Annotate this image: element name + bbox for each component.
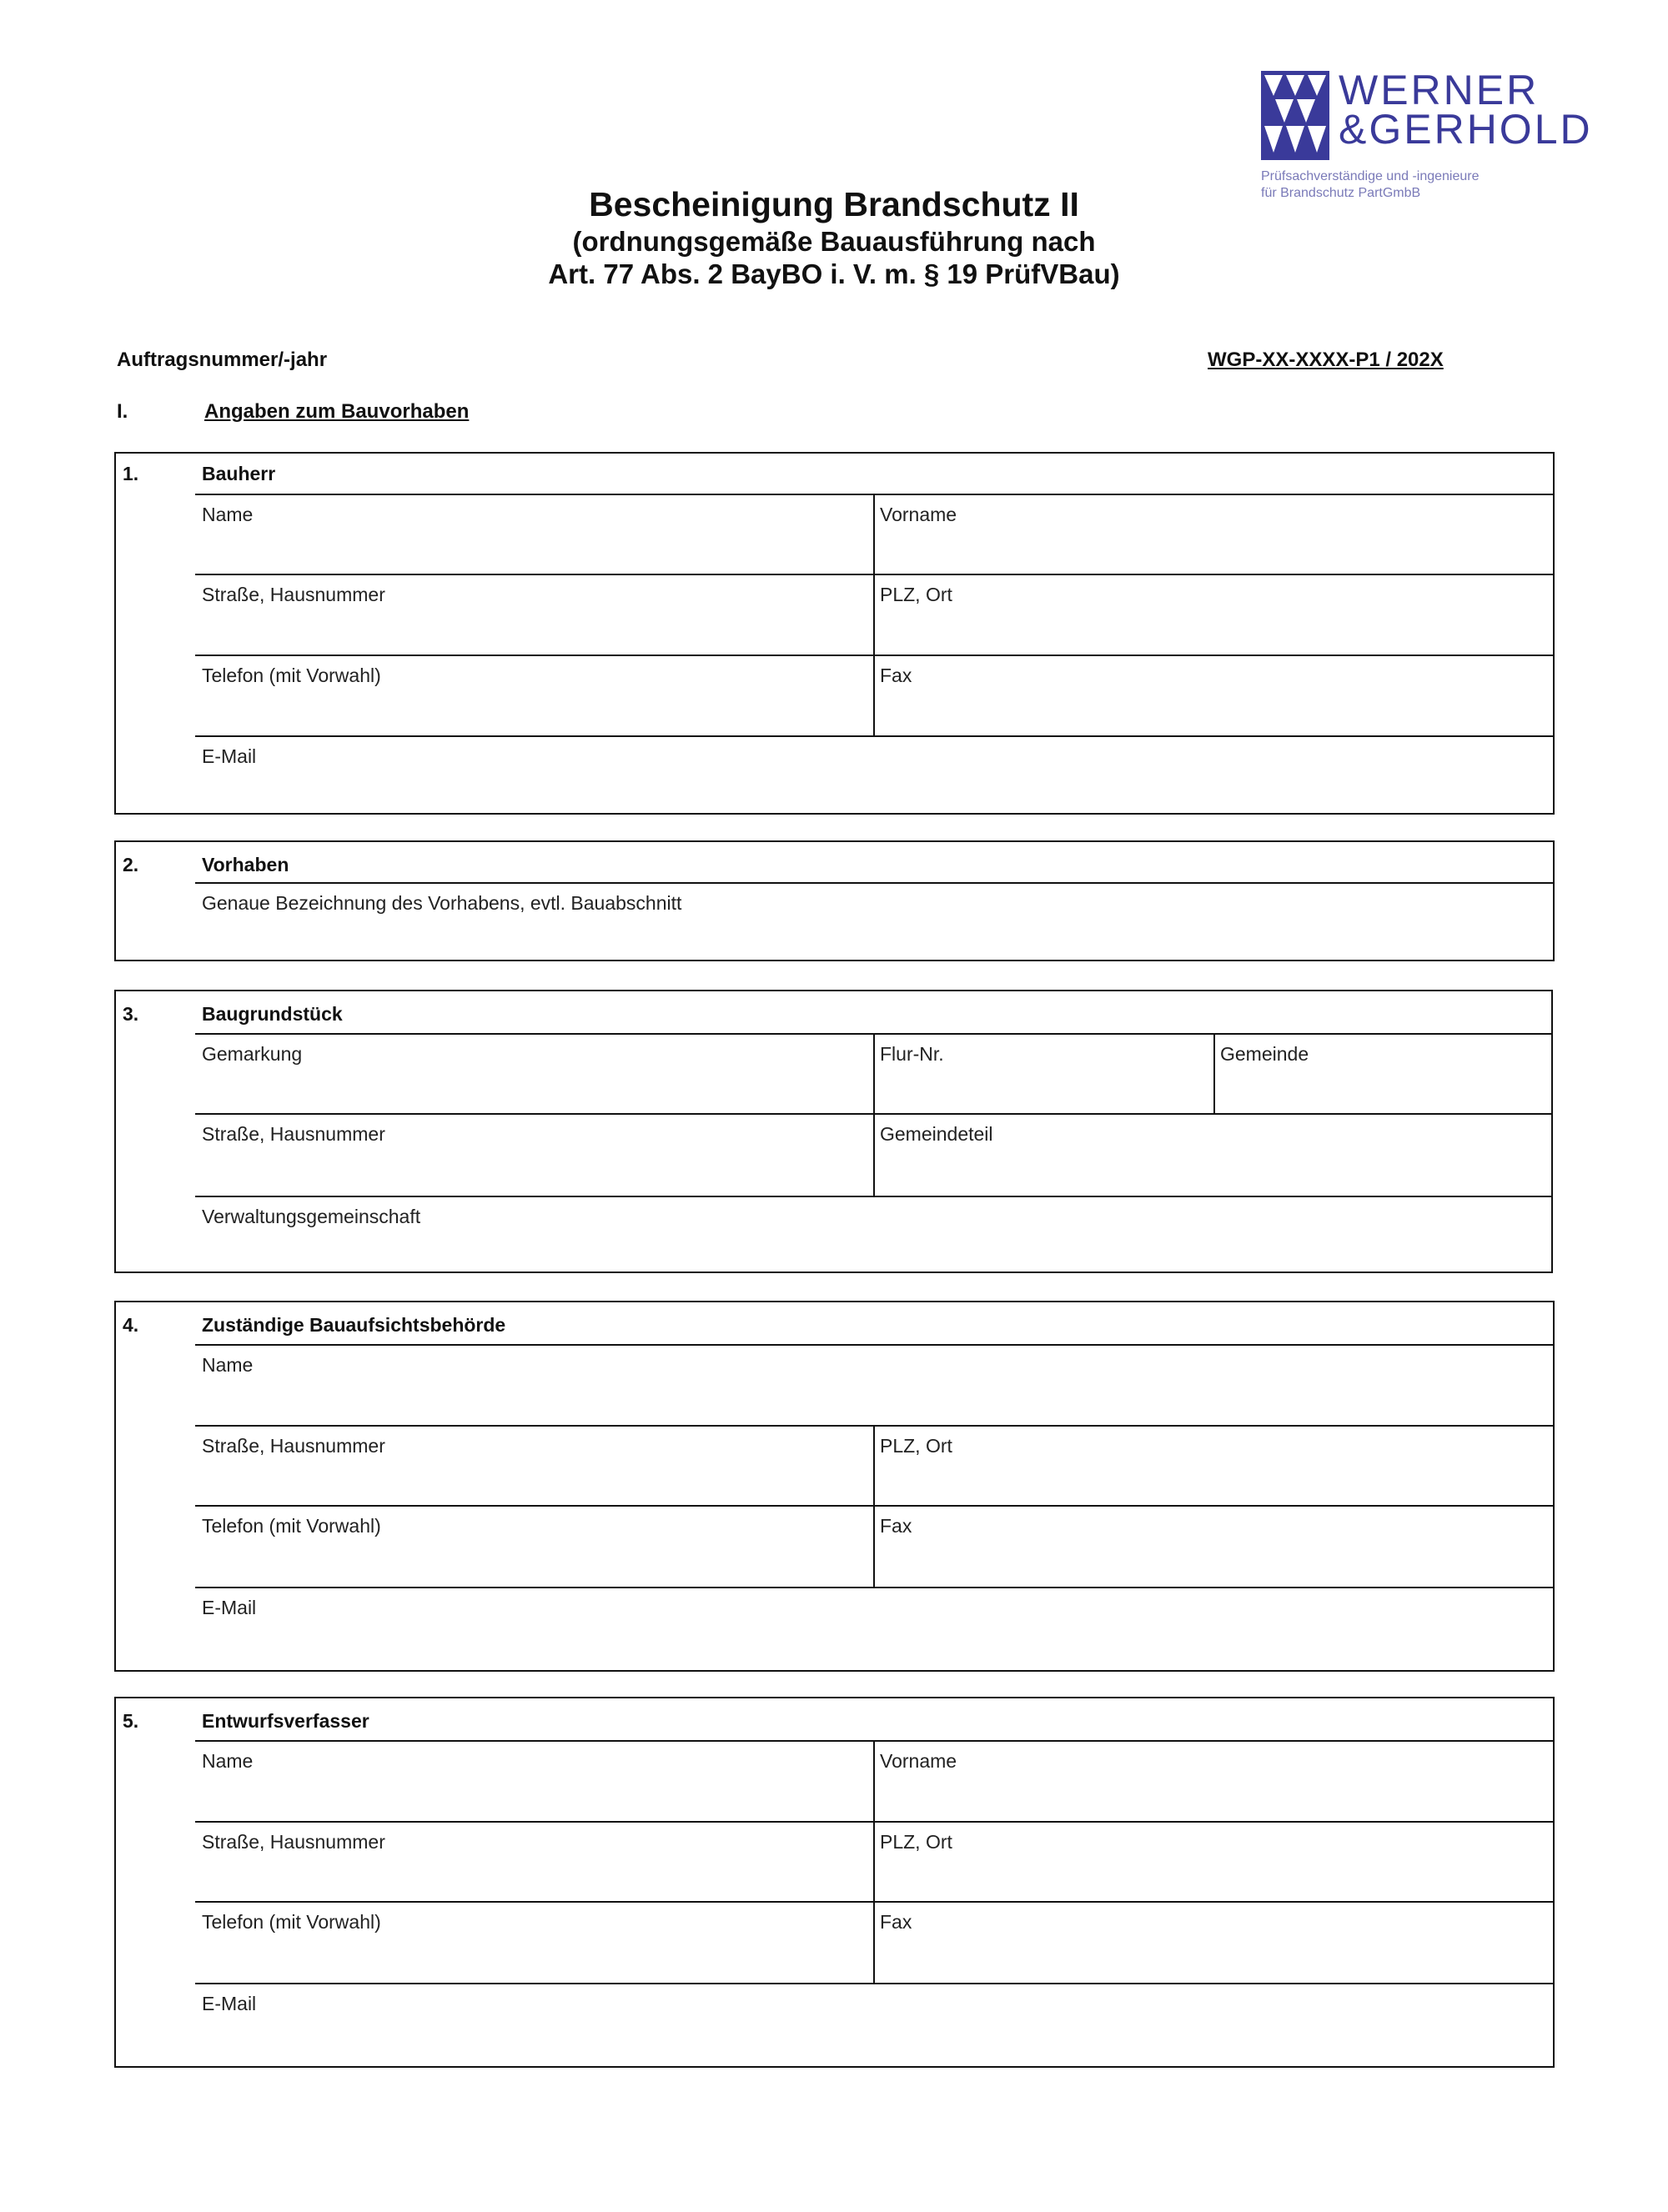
- field-street[interactable]: Straße, Hausnummer: [202, 1435, 385, 1457]
- form-box-bauherr: [114, 452, 1555, 815]
- box-title: Baugrundstück: [202, 1003, 343, 1025]
- title-subtitle-line2: Art. 77 Abs. 2 BayBO i. V. m. § 19 PrüfVBau): [548, 258, 1120, 289]
- section-title: Angaben zum Bauvorhaben: [204, 400, 470, 423]
- field-verwaltungsgemeinschaft[interactable]: Verwaltungsgemeinschaft: [202, 1206, 421, 1227]
- box-title: Zuständige Bauaufsichtsbehörde: [202, 1314, 506, 1336]
- field-vorname[interactable]: Vorname: [880, 504, 957, 525]
- form-box-baugrundstueck: [114, 990, 1553, 1273]
- box-title: Bauherr: [202, 463, 276, 484]
- field-project-description[interactable]: Genaue Bezeichnung des Vorhabens, evtl. Bauabschnitt: [202, 892, 682, 914]
- document-title: [0, 183, 1668, 290]
- field-street[interactable]: Straße, Hausnummer: [202, 1831, 385, 1853]
- box-number: 2.: [123, 854, 139, 875]
- order-number-label: Auftragsnummer/-jahr: [117, 349, 328, 371]
- form-box-entwurfsverfasser: [114, 1697, 1555, 2068]
- box-number: 5.: [123, 1710, 139, 1732]
- field-flur-nr[interactable]: Flur-Nr.: [880, 1043, 944, 1065]
- field-name[interactable]: Name: [202, 1750, 254, 1772]
- box-number: 3.: [123, 1003, 139, 1025]
- field-telefon[interactable]: Telefon (mit Vorwahl): [202, 665, 381, 686]
- title-main: Bescheinigung Brandschutz II: [589, 185, 1079, 223]
- form-box-bauaufsichtsbehoerde: [114, 1301, 1555, 1672]
- field-telefon[interactable]: Telefon (mit Vorwahl): [202, 1515, 381, 1537]
- field-fax[interactable]: Fax: [880, 1515, 912, 1537]
- title-subtitle-line1: (ordnungsgemäße Bauausführung nach: [572, 226, 1096, 257]
- box-title: Entwurfsverfasser: [202, 1710, 369, 1732]
- field-street[interactable]: Straße, Hausnummer: [202, 1123, 385, 1145]
- field-plz-ort[interactable]: PLZ, Ort: [880, 1435, 952, 1457]
- logo-wordmark: WERNER &GERHOLD: [1339, 67, 1593, 153]
- section-number: I.: [117, 400, 128, 423]
- logo-tagline: Prüfsachverständige und -ingenieure für Brandschutz PartGmbB: [1261, 169, 1480, 200]
- field-gemarkung[interactable]: Gemarkung: [202, 1043, 303, 1065]
- field-email[interactable]: E-Mail: [202, 1993, 257, 2014]
- field-fax[interactable]: Fax: [880, 665, 912, 686]
- box-number: 4.: [123, 1314, 139, 1336]
- box-title: Vorhaben: [202, 854, 289, 875]
- logo-mark-icon: [1261, 71, 1329, 160]
- section-heading: [117, 400, 469, 424]
- form-box-vorhaben: [114, 840, 1555, 961]
- field-street[interactable]: Straße, Hausnummer: [202, 584, 385, 605]
- order-number-value: WGP-XX-XXXX-P1 / 202X: [1208, 349, 1444, 371]
- field-telefon[interactable]: Telefon (mit Vorwahl): [202, 1911, 381, 1933]
- box-number: 1.: [123, 463, 139, 484]
- field-vorname[interactable]: Vorname: [880, 1750, 957, 1772]
- field-plz-ort[interactable]: PLZ, Ort: [880, 584, 952, 605]
- field-plz-ort[interactable]: PLZ, Ort: [880, 1831, 952, 1853]
- field-email[interactable]: E-Mail: [202, 1597, 257, 1618]
- field-name[interactable]: Name: [202, 1354, 254, 1376]
- field-gemeinde[interactable]: Gemeinde: [1220, 1043, 1309, 1065]
- field-email[interactable]: E-Mail: [202, 745, 257, 767]
- field-name[interactable]: Name: [202, 504, 254, 525]
- field-fax[interactable]: Fax: [880, 1911, 912, 1933]
- field-gemeindeteil[interactable]: Gemeindeteil: [880, 1123, 993, 1145]
